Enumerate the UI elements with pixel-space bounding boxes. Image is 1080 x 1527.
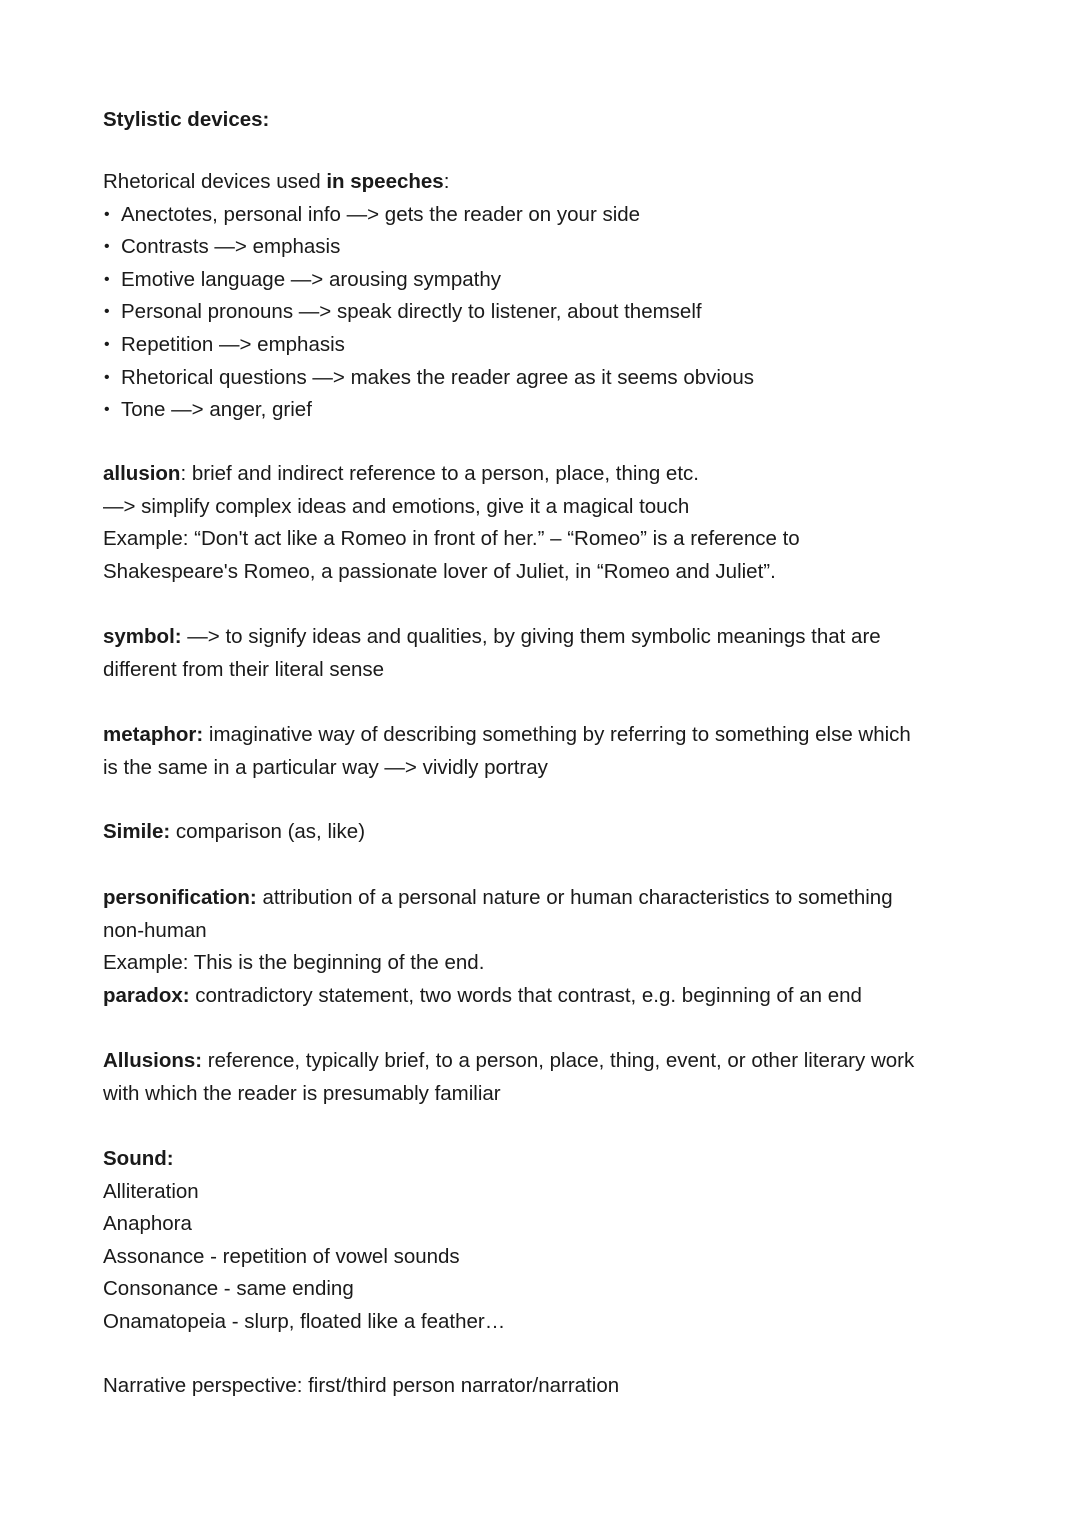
list-item: • Anectotes, personal info —> gets the reader on your side (103, 199, 754, 232)
list-item: Anaphora (103, 1212, 192, 1236)
list-item: • Contrasts —> emphasis (103, 231, 754, 264)
personification-section: personification: attribution of a personal nature or human characteristics to something non-human Example: This is the beginning of the end. paradox: contradictory statement, two words that contrast, e.g. beginning of an end (103, 882, 893, 1012)
page-title: Stylistic devices: (103, 108, 270, 131)
bullet-icon: • (104, 368, 110, 386)
list-item: • Rhetorical questions —> makes the reader agree as it seems obvious (103, 362, 754, 395)
allusion-section: allusion: brief and indirect reference to a person, place, thing etc. —> simplify complex ideas and emotions, give it a magical touch Example: “Don't act like a Romeo in front of her.” – “Romeo” is a reference to Shakespeare's Romeo, a passionate lover of Juliet, in “Romeo and Juliet”. (103, 462, 800, 583)
list-item: Consonance - same ending (103, 1277, 354, 1301)
simile-section: Simile: comparison (as, like) (103, 820, 366, 843)
bullet-icon: • (104, 205, 110, 223)
metaphor-section: metaphor: imaginative way of describing something by referring to something else which is the same in a particular way —> vividly portray (103, 723, 911, 779)
paradox-line: paradox: contradictory statement, two words that contrast, e.g. beginning of an end (103, 983, 862, 1007)
bullet-icon: • (104, 238, 110, 256)
sound-heading: Sound: (103, 1147, 174, 1170)
rhetorical-list (103, 199, 754, 427)
bullet-icon: • (104, 335, 110, 353)
bullet-icon: • (104, 401, 110, 419)
list-item: • Emotive language —> arousing sympathy (103, 264, 754, 297)
allusions-section: Allusions: reference, typically brief, to a person, place, thing, event, or other literary work with which the reader is presumably familiar (103, 1049, 915, 1105)
rhetorical-section (103, 166, 754, 427)
symbol-section: symbol: —> to signify ideas and qualities, by giving them symbolic meanings that are different from their literal sense (103, 625, 881, 681)
list-item: Onamatopeia - slurp, floated like a feather… (103, 1309, 506, 1333)
bullet-icon: • (104, 303, 110, 321)
list-item: • Personal pronouns —> speak directly to listener, about themself (103, 296, 754, 329)
list-item: Alliteration (103, 1179, 199, 1203)
narrative-section: Narrative perspective: first/third person narrator/narration (103, 1374, 620, 1397)
rhetorical-intro: Rhetorical devices used in speeches: (103, 170, 450, 193)
list-item: Assonance - repetition of vowel sounds (103, 1244, 460, 1268)
sound-section (103, 1143, 505, 1339)
list-item: • Tone —> anger, grief (103, 394, 754, 427)
list-item: • Repetition —> emphasis (103, 329, 754, 362)
bullet-icon: • (104, 270, 110, 288)
